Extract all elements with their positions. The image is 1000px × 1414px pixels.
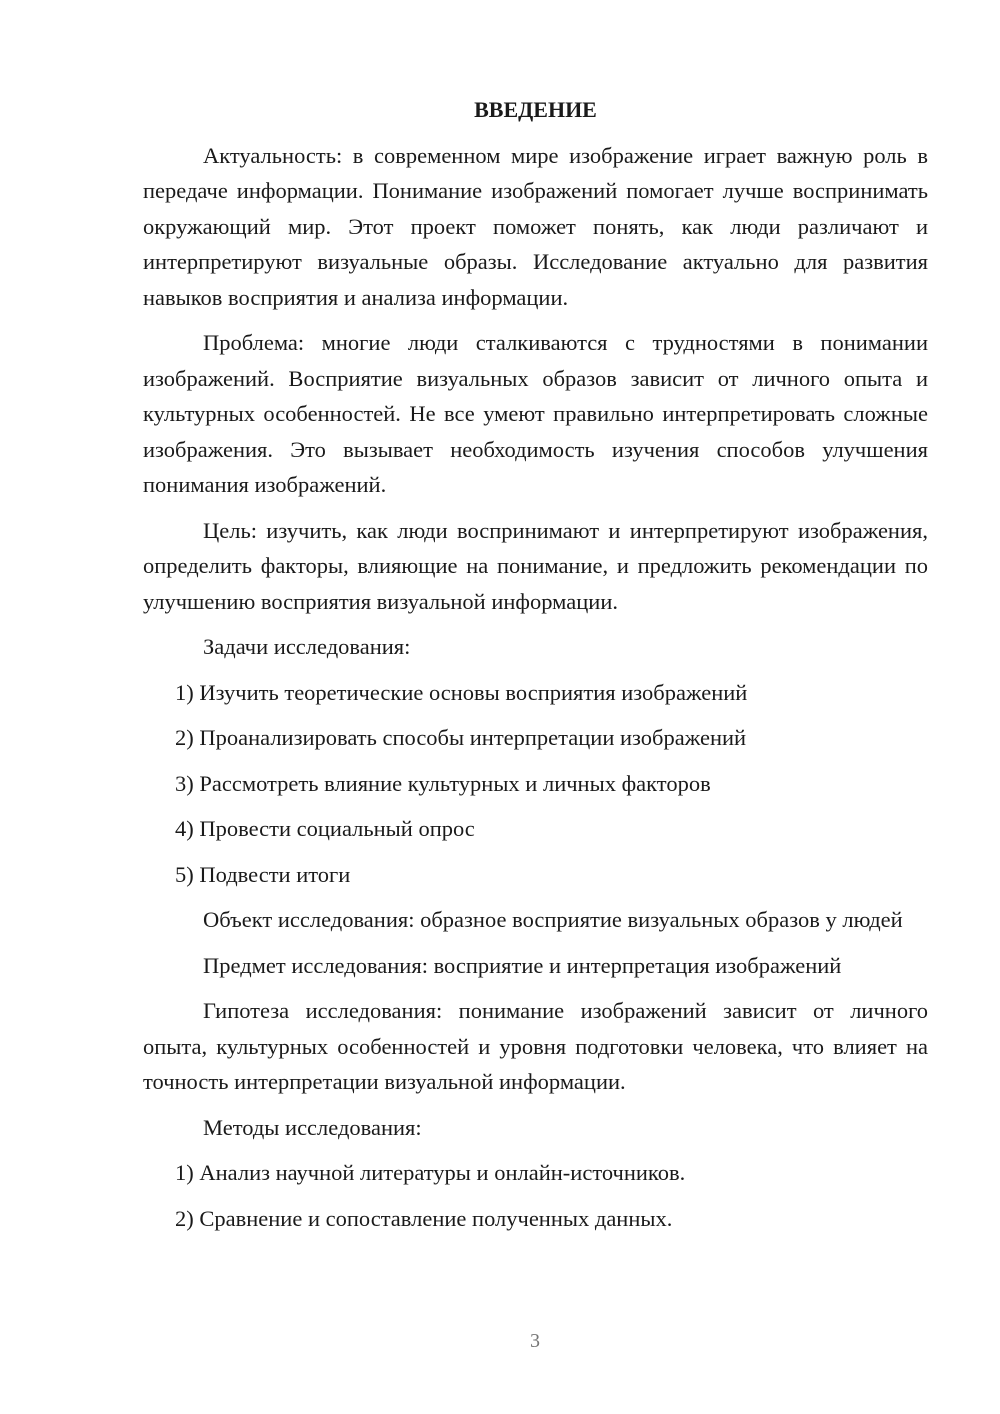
hypothesis-paragraph: Гипотеза исследования: понимание изображений зависит от личного опыта, культурных особенностей и уровня подготовки человека, что влияет на точность интерпретации визуальной информации. [143, 998, 928, 1094]
list-item: 3) Рассмотреть влияние культурных и личных факторов [175, 770, 711, 796]
list-item: 2) Сравнение и сопоставление полученных данных. [175, 1205, 673, 1231]
object-paragraph: Объект исследования: образное восприятие визуальных образов у людей [203, 907, 903, 932]
list-item: 5) Подвести итоги [175, 861, 351, 887]
list-item: 4) Провести социальный опрос [175, 816, 475, 841]
list-item: 2) Проанализировать способы интерпретации изображений [175, 725, 747, 750]
goal-paragraph: Цель: изучить, как люди воспринимают и интерпретируют изображения, определить факторы, влияющие на понимание, и предложить рекомендации по улучшению восприятия визуальной информации. [143, 517, 928, 614]
relevance-paragraph: Актуальность: в современном мире изображение играет важную роль в передаче информации. Понимание изображений помогает лучше воспринимать окружающий мир. Этот проект поможет понять, как люди различают и интерпретируют визуальные образы. Исследование актуально для развития навыков восприятия и анализа информации. [143, 142, 928, 310]
page-number: 3 [530, 1330, 540, 1352]
subject-paragraph: Предмет исследования: восприятие и интерпретация изображений [203, 952, 842, 978]
tasks-list [143, 675, 928, 893]
list-item: 1) Изучить теоретические основы восприятия изображений [175, 679, 748, 705]
tasks-heading: Задачи исследования: [203, 634, 411, 659]
section-title: ВВЕДЕНИЕ [474, 97, 597, 122]
document-page [143, 92, 928, 1246]
methods-list [143, 1155, 928, 1236]
methods-heading: Методы исследования: [203, 1114, 422, 1140]
problem-paragraph: Проблема: многие люди сталкиваются с трудностями в понимании изображений. Восприятие визуальных образов зависит от личного опыта и культурных особенностей. Не все умеют правильно интерпретировать сложные изображения. Это вызывает необходимость изучения способов улучшения понимания изображений. [143, 330, 928, 497]
list-item: 1) Анализ научной литературы и онлайн-источников. [175, 1160, 686, 1185]
